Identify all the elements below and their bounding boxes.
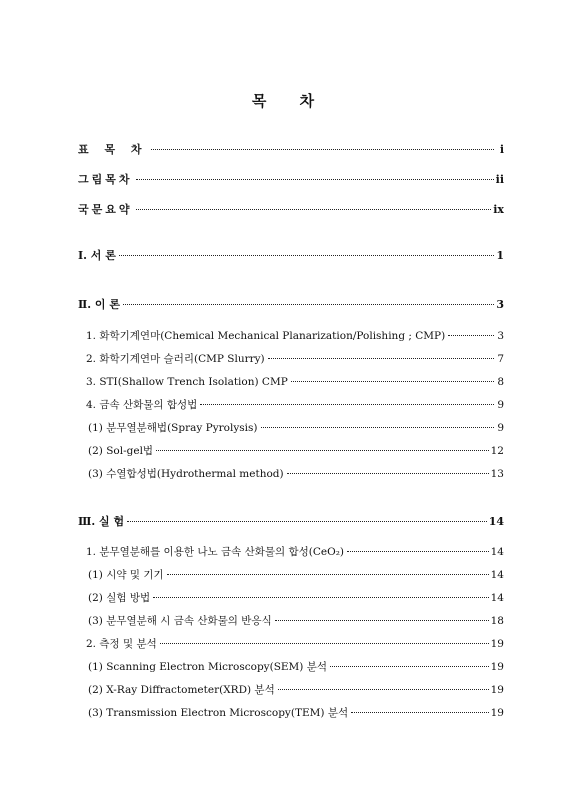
toc-entry-subsection-3-1-2[interactable] (78, 590, 504, 606)
dot-leader (167, 574, 489, 575)
toc-entry-section-2-3[interactable] (78, 374, 504, 390)
toc-entry-page: 14 (490, 592, 504, 604)
toc-entry-subsection-3-2-3[interactable] (78, 705, 504, 721)
toc-entry-label: Ⅲ. 실 험 (78, 515, 125, 528)
toc-entry-label: (1) 분무열분해법(Spray Pyrolysis) (88, 422, 258, 434)
toc-entry-subsection-2-4-1[interactable] (78, 420, 504, 436)
toc-entry-page: ix (493, 203, 504, 216)
dot-leader (119, 255, 494, 256)
toc-entry-page: 18 (490, 615, 504, 627)
toc-entry-subsection-2-4-3[interactable] (78, 466, 504, 482)
toc-entry-page: 19 (490, 684, 504, 696)
dot-leader (123, 304, 494, 305)
toc-entry-subsection-3-2-1[interactable] (78, 659, 504, 675)
dot-leader (127, 521, 487, 522)
toc-entry-label: 3. STI(Shallow Trench Isolation) CMP (86, 376, 288, 388)
dot-leader (261, 427, 495, 428)
toc-entry-section-2-4[interactable] (78, 397, 504, 413)
toc-entry-label: (2) 실험 방법 (88, 592, 151, 604)
toc-entry-page: 9 (497, 399, 504, 411)
toc-entry-label: 2. 측정 및 분석 (86, 638, 157, 650)
dot-leader (136, 209, 492, 210)
toc-entry-label: (3) Transmission Electron Microscopy(TEM) 분석 (88, 707, 349, 719)
toc-entry-list-of-figures[interactable] (78, 172, 504, 188)
toc-entry-section-3-2[interactable] (78, 636, 504, 652)
toc-entry-label: 4. 금속 산화물의 합성법 (86, 399, 198, 411)
toc-entry-page: 19 (490, 661, 504, 673)
dot-leader (291, 381, 494, 382)
dot-leader (153, 597, 489, 598)
toc-entry-page: 19 (490, 638, 504, 650)
dot-leader (268, 358, 494, 359)
dot-leader (351, 712, 489, 713)
dot-leader (160, 643, 489, 644)
toc-entry-page: ii (495, 173, 504, 186)
toc-entry-label: 2. 화학기계연마 슬러리(CMP Slurry) (86, 353, 265, 365)
dot-leader (136, 179, 494, 180)
toc-entry-page: 8 (497, 376, 504, 388)
toc-entry-label: (2) X-Ray Diffractometer(XRD) 분석 (88, 684, 275, 696)
toc-entry-section-2-1[interactable] (78, 328, 504, 344)
toc-entry-list-of-tables[interactable] (78, 142, 504, 158)
toc-entry-section-2-2[interactable] (78, 351, 504, 367)
dot-leader (200, 404, 494, 405)
toc-entry-page: i (499, 143, 504, 156)
toc-entry-korean-abstract[interactable] (78, 202, 504, 218)
toc-entry-label: (1) Scanning Electron Microscopy(SEM) 분석 (88, 661, 328, 673)
toc-entry-chapter-1[interactable] (78, 248, 504, 264)
toc-entry-label: 국문요약 (78, 203, 133, 216)
toc-entry-page: 13 (490, 468, 504, 480)
toc-entry-label: (3) 분무열분해 시 금속 산화물의 반응식 (88, 615, 272, 627)
toc-entry-chapter-3[interactable] (78, 514, 504, 530)
toc-entry-subsection-3-1-3[interactable] (78, 613, 504, 629)
toc-entry-page: 12 (490, 445, 504, 457)
toc-entry-label: 1. 화학기계연마(Chemical Mechanical Planarization/Polishing ; CMP) (86, 330, 446, 342)
toc-entry-label: 1. 분무열분해를 이용한 나노 금속 산화물의 합성(CeO₂) (86, 546, 345, 558)
dot-leader (448, 335, 494, 336)
dot-leader (275, 620, 489, 621)
toc-entry-subsection-3-2-2[interactable] (78, 682, 504, 698)
toc-entry-page: 14 (490, 569, 504, 581)
toc-entry-page: 9 (497, 422, 504, 434)
dot-leader (287, 473, 489, 474)
toc-entry-page: 7 (497, 353, 504, 365)
toc-entry-page: 19 (490, 707, 504, 719)
toc-entry-label: Ⅰ. 서 론 (78, 249, 116, 262)
toc-entry-page: 14 (490, 546, 504, 558)
toc-entry-label: 그림목차 (78, 173, 133, 186)
dot-leader (151, 149, 494, 150)
toc-entry-subsection-2-4-2[interactable] (78, 443, 504, 459)
toc-entry-page: 3 (496, 298, 504, 311)
toc-entry-label: Ⅱ. 이 론 (78, 298, 121, 311)
toc-entry-page: 3 (497, 330, 504, 342)
page-title: 목 차 (251, 92, 329, 110)
toc-entry-page: 1 (496, 249, 504, 262)
toc-entry-label: (3) 수열합성법(Hydrothermal method) (88, 468, 284, 480)
dot-leader (278, 689, 489, 690)
toc-entry-page: 14 (488, 515, 504, 528)
dot-leader (347, 551, 489, 552)
dot-leader (330, 666, 489, 667)
toc-entry-subsection-3-1-1[interactable] (78, 567, 504, 583)
toc-entry-label: 표 목 차 (78, 143, 148, 156)
toc-entry-section-3-1[interactable] (78, 544, 504, 560)
dot-leader (156, 450, 489, 451)
toc-entry-label: (1) 시약 및 기기 (88, 569, 164, 581)
toc-entry-label: (2) Sol-gel법 (88, 445, 154, 457)
toc-entry-chapter-2[interactable] (78, 297, 504, 313)
